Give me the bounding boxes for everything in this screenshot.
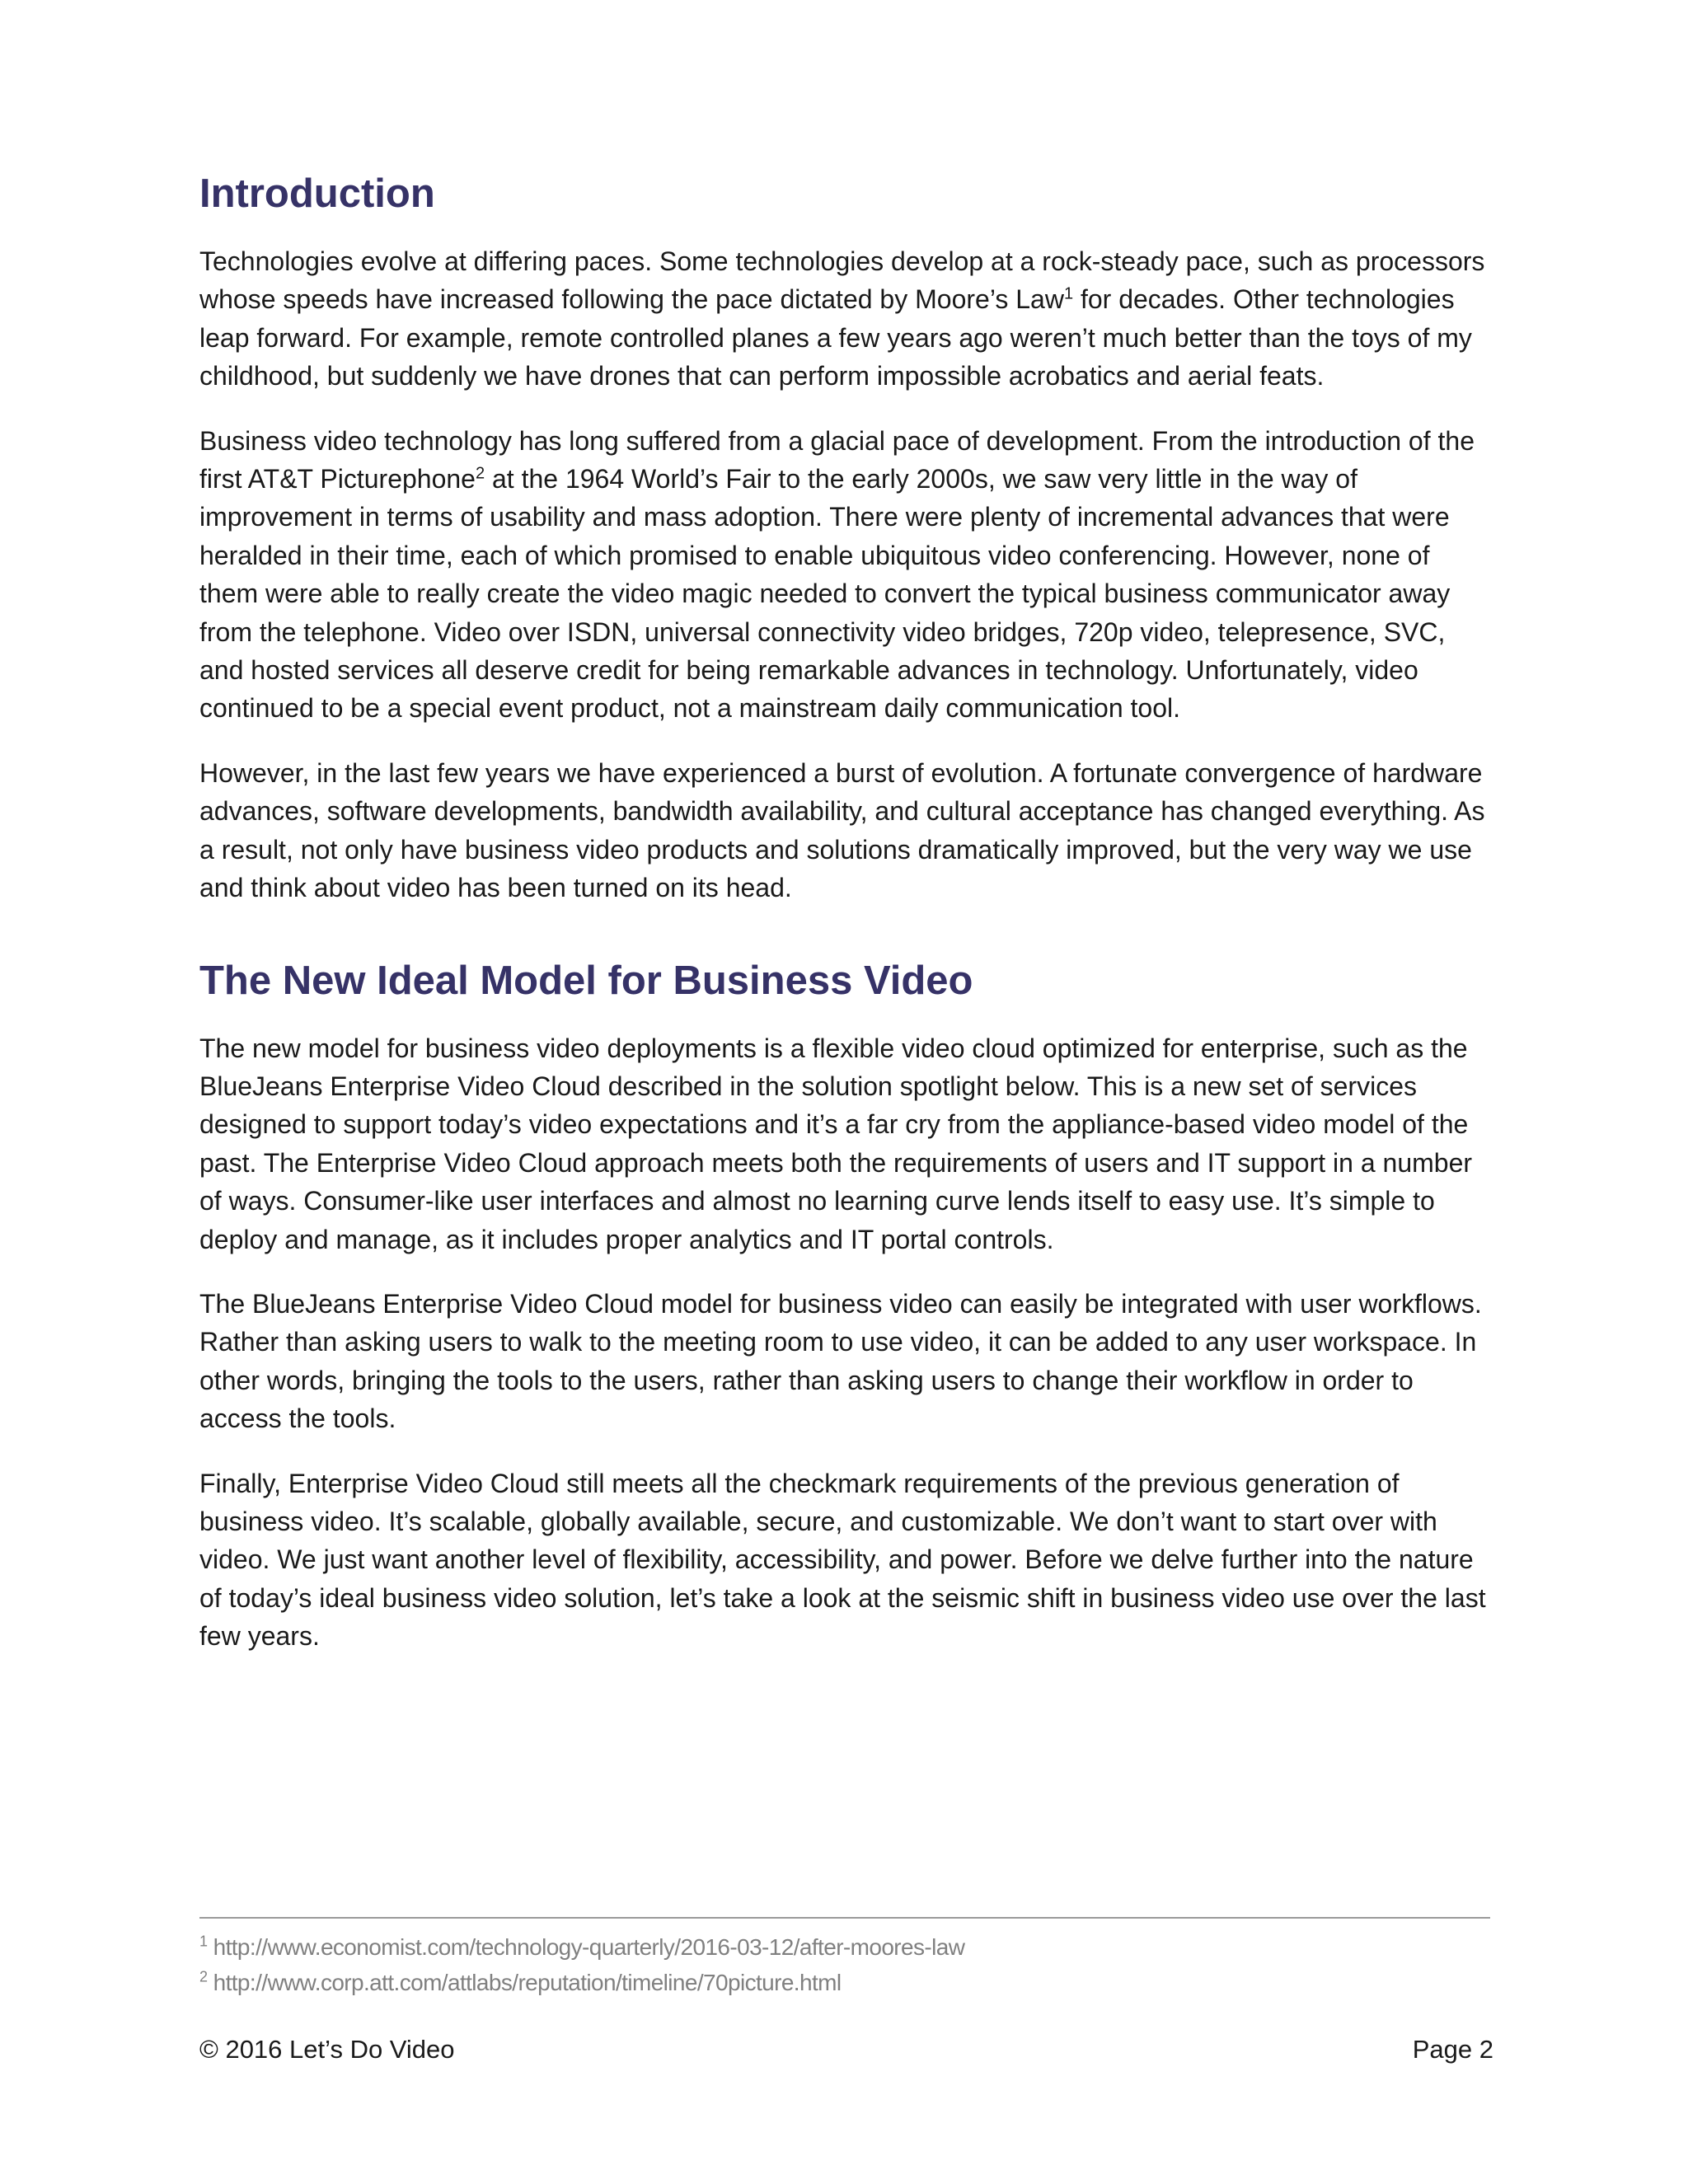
model-paragraph-2: The BlueJeans Enterprise Video Cloud model for business video can easily be integrated with user workflows. Rather than asking users to walk to the meeting room to use video, it can be added to any user workspace. In other words, bringing the tools to the users, rather than asking users to change their workflow in order to access the tools. bbox=[199, 1288, 1482, 1434]
intro-paragraph-2-text-a: Business video technology has long suffered from a glacial pace of development. From the introduction of the first AT&T Picturephone bbox=[199, 425, 1475, 494]
intro-paragraph-3: However, in the last few years we have experienced a burst of evolution. A fortunate convergence of hardware advances, software developments, bandwidth availability, and cultural acceptance has changed everything. As a result, not only have business video products and solutions dramatically improved, but the very way we use and think about video has been turned on its head. bbox=[199, 757, 1485, 903]
footnote-2-url: http://www.corp.att.com/attlabs/reputation/timeline/70picture.html bbox=[207, 1970, 842, 1995]
footnotes-section bbox=[199, 1917, 1490, 1999]
footnote-ref-1: 1 bbox=[1063, 284, 1074, 303]
footnote-1-number: 1 bbox=[199, 1933, 208, 1950]
model-paragraph-1: The new model for business video deployments is a flexible video cloud optimized for enterprise, such as the BlueJeans Enterprise Video Cloud described in the solution spotlight below. This is a new set of services designed to support today’s video expectations and it’s a far cry from the appliance-based video model of the past. The Enterprise Video Cloud approach meets both the requirements of users and IT support in a number of ways. Consumer-like user interfaces and almost no learning curve lends itself to easy use. It’s simple to deploy and manage, as it includes proper analytics and IT portal controls. bbox=[199, 1033, 1473, 1254]
intro-paragraph-2 bbox=[199, 422, 1493, 728]
footnote-1-url: http://www.economist.com/technology-quarterly/2016-03-12/after-moores-law bbox=[207, 1934, 965, 1960]
intro-paragraph-1-text-b: for decades. Other technologies leap forward. For example, remote controlled planes a few years ago weren’t much better than the toys of my childhood, but suddenly we have drones that can perform impossible acrobatics and aerial feats. bbox=[199, 284, 1472, 391]
copyright-text: © 2016 Let’s Do Video bbox=[199, 2035, 455, 2064]
footnote-divider bbox=[199, 1917, 1490, 1919]
intro-paragraph-1 bbox=[199, 242, 1493, 396]
footnote-1 bbox=[199, 1931, 1490, 1964]
intro-paragraph-2-text-b: at the 1964 World’s Fair to the early 2000s, we saw very little in the way of improvement in terms of usability and mass adoption. There were plenty of incremental advances that were heralded in their time, each of which promised to enable ubiquitous video conferencing. However, none of them were able to really create the video magic needed to convert the typical business communicator away from the telephone. Video over ISDN, universal connectivity video bridges, 720p video, telepresence, SVC, and hosted services all deserve credit for being remarkable advances in technology. Unfortunately, video continued to be a special event product, not a mainstream daily communication tool. bbox=[199, 464, 1451, 724]
introduction-heading: Introduction bbox=[199, 171, 435, 216]
new-ideal-model-heading: The New Ideal Model for Business Video bbox=[199, 958, 973, 1003]
page-number: Page 2 bbox=[1412, 2035, 1493, 2064]
footnote-2-number: 2 bbox=[199, 1968, 208, 1985]
footnote-2 bbox=[199, 1966, 1490, 1999]
main-content bbox=[199, 165, 1493, 1656]
page-footer bbox=[199, 2032, 1493, 2067]
footnote-ref-2: 2 bbox=[475, 464, 485, 483]
model-paragraph-3: Finally, Enterprise Video Cloud still meets all the checkmark requirements of the previous generation of business video. It’s scalable, globally available, secure, and customizable. We don’t want to start over with video. We just want another level of flexibility, accessibility, and power. Before we delve further into the nature of today’s ideal business video solution, let’s take a look at the seismic shift in business video use over the last few years. bbox=[199, 1468, 1486, 1652]
intro-paragraph-1-text-a: Technologies evolve at differing paces. Some technologies develop at a rock-steady pace, such as processors whose speeds have increased following the pace dictated by Moore’s Law bbox=[199, 246, 1485, 315]
